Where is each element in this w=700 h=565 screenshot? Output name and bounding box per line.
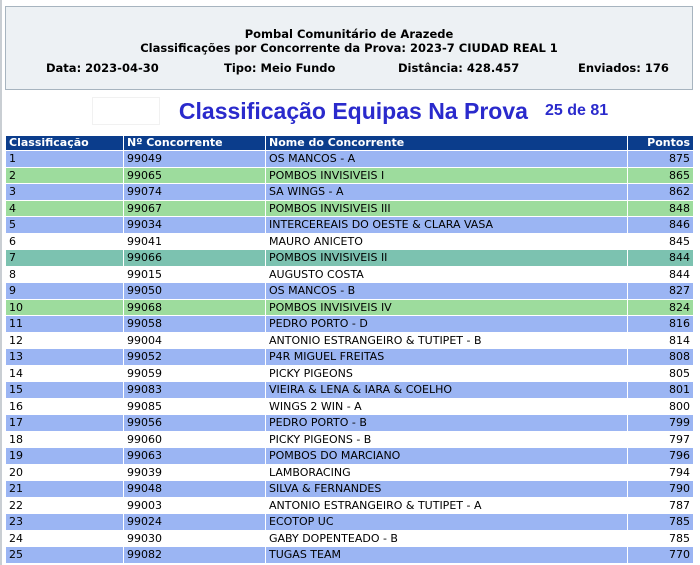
points-cell: 814 — [628, 332, 694, 349]
table-row — [6, 217, 694, 234]
rank-cell: 7 — [6, 250, 124, 267]
competitor-name-cell: TUGAS TEAM — [266, 547, 628, 564]
competitor-name-cell: SA WINGS - A — [266, 184, 628, 201]
competitor-name-cell: ANTONIO ESTRANGEIRO & TUTIPET - B — [266, 332, 628, 349]
competitor-name-cell: VIEIRA & LENA & IARA & COELHO — [266, 382, 628, 399]
points-cell: 827 — [628, 283, 694, 300]
points-cell: 800 — [628, 398, 694, 415]
race-type: Tipo: Meio Fundo — [224, 61, 336, 75]
competitor-number-cell: 99030 — [124, 530, 266, 547]
table-row — [6, 349, 694, 366]
rank-cell: 2 — [6, 167, 124, 184]
rank-cell: 11 — [6, 316, 124, 333]
competitor-number-cell: 99082 — [124, 547, 266, 564]
points-cell: 797 — [628, 431, 694, 448]
points-cell: 790 — [628, 481, 694, 498]
competitor-name-cell: AUGUSTO COSTA — [266, 266, 628, 283]
competitor-name-cell: POMBOS INVISIVEIS IV — [266, 299, 628, 316]
rank-cell: 25 — [6, 547, 124, 564]
competitor-name-cell: ECOTOP UC — [266, 514, 628, 531]
rank-cell: 23 — [6, 514, 124, 531]
table-row — [6, 299, 694, 316]
competitor-number-cell: 99074 — [124, 184, 266, 201]
rank-cell: 14 — [6, 365, 124, 382]
competitor-number-cell: 99015 — [124, 266, 266, 283]
table-row — [6, 266, 694, 283]
rank-cell: 17 — [6, 415, 124, 432]
table-row — [6, 283, 694, 300]
table-row — [6, 250, 694, 267]
table-row — [6, 514, 694, 531]
table-row — [6, 200, 694, 217]
competitor-name-cell: PEDRO PORTO - D — [266, 316, 628, 333]
competitor-name-cell: LAMBORACING — [266, 464, 628, 481]
table-row — [6, 316, 694, 333]
competitor-number-cell: 99068 — [124, 299, 266, 316]
team-ranking-table — [5, 135, 694, 564]
competitor-number-cell: 99049 — [124, 151, 266, 168]
competitor-name-cell: SILVA & FERNANDES — [266, 481, 628, 498]
rank-cell: 6 — [6, 233, 124, 250]
competitor-name-cell: WINGS 2 WIN - A — [266, 398, 628, 415]
competitor-name-cell: POMBOS DO MARCIANO — [266, 448, 628, 465]
column-header-pontos[interactable]: Pontos — [628, 136, 694, 151]
table-row — [6, 365, 694, 382]
competitor-number-cell: 99003 — [124, 497, 266, 514]
competitor-name-cell: POMBOS INVISIVEIS II — [266, 250, 628, 267]
points-cell: 844 — [628, 266, 694, 283]
race-subtitle: Classificações por Concorrente da Prova: 2023-7 CIUDAD REAL 1 — [140, 41, 558, 55]
rank-cell: 5 — [6, 217, 124, 234]
competitor-name-cell: PICKY PIGEONS — [266, 365, 628, 382]
rank-cell: 24 — [6, 530, 124, 547]
rank-cell: 21 — [6, 481, 124, 498]
table-row — [6, 167, 694, 184]
column-header-classificacao[interactable]: Classificação — [6, 136, 124, 151]
points-cell: 787 — [628, 497, 694, 514]
race-distance: Distância: 428.457 — [398, 61, 520, 75]
points-cell: 844 — [628, 250, 694, 267]
competitor-number-cell: 99024 — [124, 514, 266, 531]
table-row — [6, 415, 694, 432]
rank-cell: 18 — [6, 431, 124, 448]
race-date: Data: 2023-04-30 — [46, 61, 159, 75]
points-cell: 816 — [628, 316, 694, 333]
points-cell: 785 — [628, 530, 694, 547]
competitor-number-cell: 99050 — [124, 283, 266, 300]
rank-cell: 3 — [6, 184, 124, 201]
competitor-number-cell: 99059 — [124, 365, 266, 382]
table-row — [6, 398, 694, 415]
points-cell: 796 — [628, 448, 694, 465]
competitor-number-cell: 99067 — [124, 200, 266, 217]
competitor-number-cell: 99085 — [124, 398, 266, 415]
competitor-name-cell: OS MANCOS - A — [266, 151, 628, 168]
points-cell: 808 — [628, 349, 694, 366]
rank-cell: 1 — [6, 151, 124, 168]
rank-cell: 8 — [6, 266, 124, 283]
rank-cell: 13 — [6, 349, 124, 366]
page-title: Classificação Equipas Na Prova — [178, 97, 528, 124]
title-bar — [0, 97, 700, 125]
table-row — [6, 382, 694, 399]
competitor-name-cell: ANTONIO ESTRANGEIRO & TUTIPET - A — [266, 497, 628, 514]
table-row — [6, 547, 694, 564]
competitor-name-cell: OS MANCOS - B — [266, 283, 628, 300]
competitor-number-cell: 99004 — [124, 332, 266, 349]
competitor-name-cell: P4R MIGUEL FREITAS — [266, 349, 628, 366]
competitor-name-cell: GABY DOPENTEADO - B — [266, 530, 628, 547]
points-cell: 848 — [628, 200, 694, 217]
rank-cell: 9 — [6, 283, 124, 300]
competitor-number-cell: 99048 — [124, 481, 266, 498]
competitor-name-cell: POMBOS INVISIVEIS III — [266, 200, 628, 217]
points-cell: 865 — [628, 167, 694, 184]
points-cell: 845 — [628, 233, 694, 250]
competitor-name-cell: PEDRO PORTO - B — [266, 415, 628, 432]
competitor-name-cell: PICKY PIGEONS - B — [266, 431, 628, 448]
competitor-number-cell: 99058 — [124, 316, 266, 333]
rank-cell: 16 — [6, 398, 124, 415]
left-border — [0, 0, 2, 565]
table-row — [6, 233, 694, 250]
competitor-name-cell: INTERCEREAIS DO OESTE & CLARA VASA — [266, 217, 628, 234]
competitor-number-cell: 99056 — [124, 415, 266, 432]
column-header-concorrente-name[interactable]: Nome do Concorrente — [266, 136, 628, 151]
rank-cell: 4 — [6, 200, 124, 217]
table-row — [6, 497, 694, 514]
points-cell: 846 — [628, 217, 694, 234]
points-cell: 770 — [628, 547, 694, 564]
points-cell: 794 — [628, 464, 694, 481]
competitor-number-cell: 99034 — [124, 217, 266, 234]
points-cell: 799 — [628, 415, 694, 432]
table-header-row — [6, 136, 694, 151]
rank-cell: 22 — [6, 497, 124, 514]
points-cell: 785 — [628, 514, 694, 531]
rank-cell: 15 — [6, 382, 124, 399]
table-row — [6, 481, 694, 498]
table-row — [6, 151, 694, 168]
table-row — [6, 431, 694, 448]
club-name: Pombal Comunitário de Arazede — [244, 27, 454, 41]
competitor-number-cell: 99052 — [124, 349, 266, 366]
table-row — [6, 448, 694, 465]
rank-cell: 12 — [6, 332, 124, 349]
rank-cell: 19 — [6, 448, 124, 465]
table-row — [6, 184, 694, 201]
rank-cell: 20 — [6, 464, 124, 481]
competitor-name-cell: MAURO ANICETO — [266, 233, 628, 250]
competitor-number-cell: 99041 — [124, 233, 266, 250]
rank-cell: 10 — [6, 299, 124, 316]
table-row — [6, 332, 694, 349]
table-row — [6, 464, 694, 481]
points-cell: 824 — [628, 299, 694, 316]
points-cell: 862 — [628, 184, 694, 201]
competitor-number-cell: 99066 — [124, 250, 266, 267]
column-header-concorrente-number[interactable]: Nº Concorrente — [124, 136, 266, 151]
result-count: 25 de 81 — [545, 102, 609, 119]
table-row — [6, 530, 694, 547]
competitor-number-cell: 99039 — [124, 464, 266, 481]
points-cell: 875 — [628, 151, 694, 168]
points-cell: 801 — [628, 382, 694, 399]
competitor-number-cell: 99063 — [124, 448, 266, 465]
blank-image-placeholder — [92, 97, 160, 125]
competitor-name-cell: POMBOS INVISIVEIS I — [266, 167, 628, 184]
competitor-number-cell: 99060 — [124, 431, 266, 448]
race-info-header — [5, 6, 693, 90]
birds-sent: Enviados: 176 — [578, 61, 669, 75]
competitor-number-cell: 99065 — [124, 167, 266, 184]
competitor-number-cell: 99083 — [124, 382, 266, 399]
points-cell: 805 — [628, 365, 694, 382]
